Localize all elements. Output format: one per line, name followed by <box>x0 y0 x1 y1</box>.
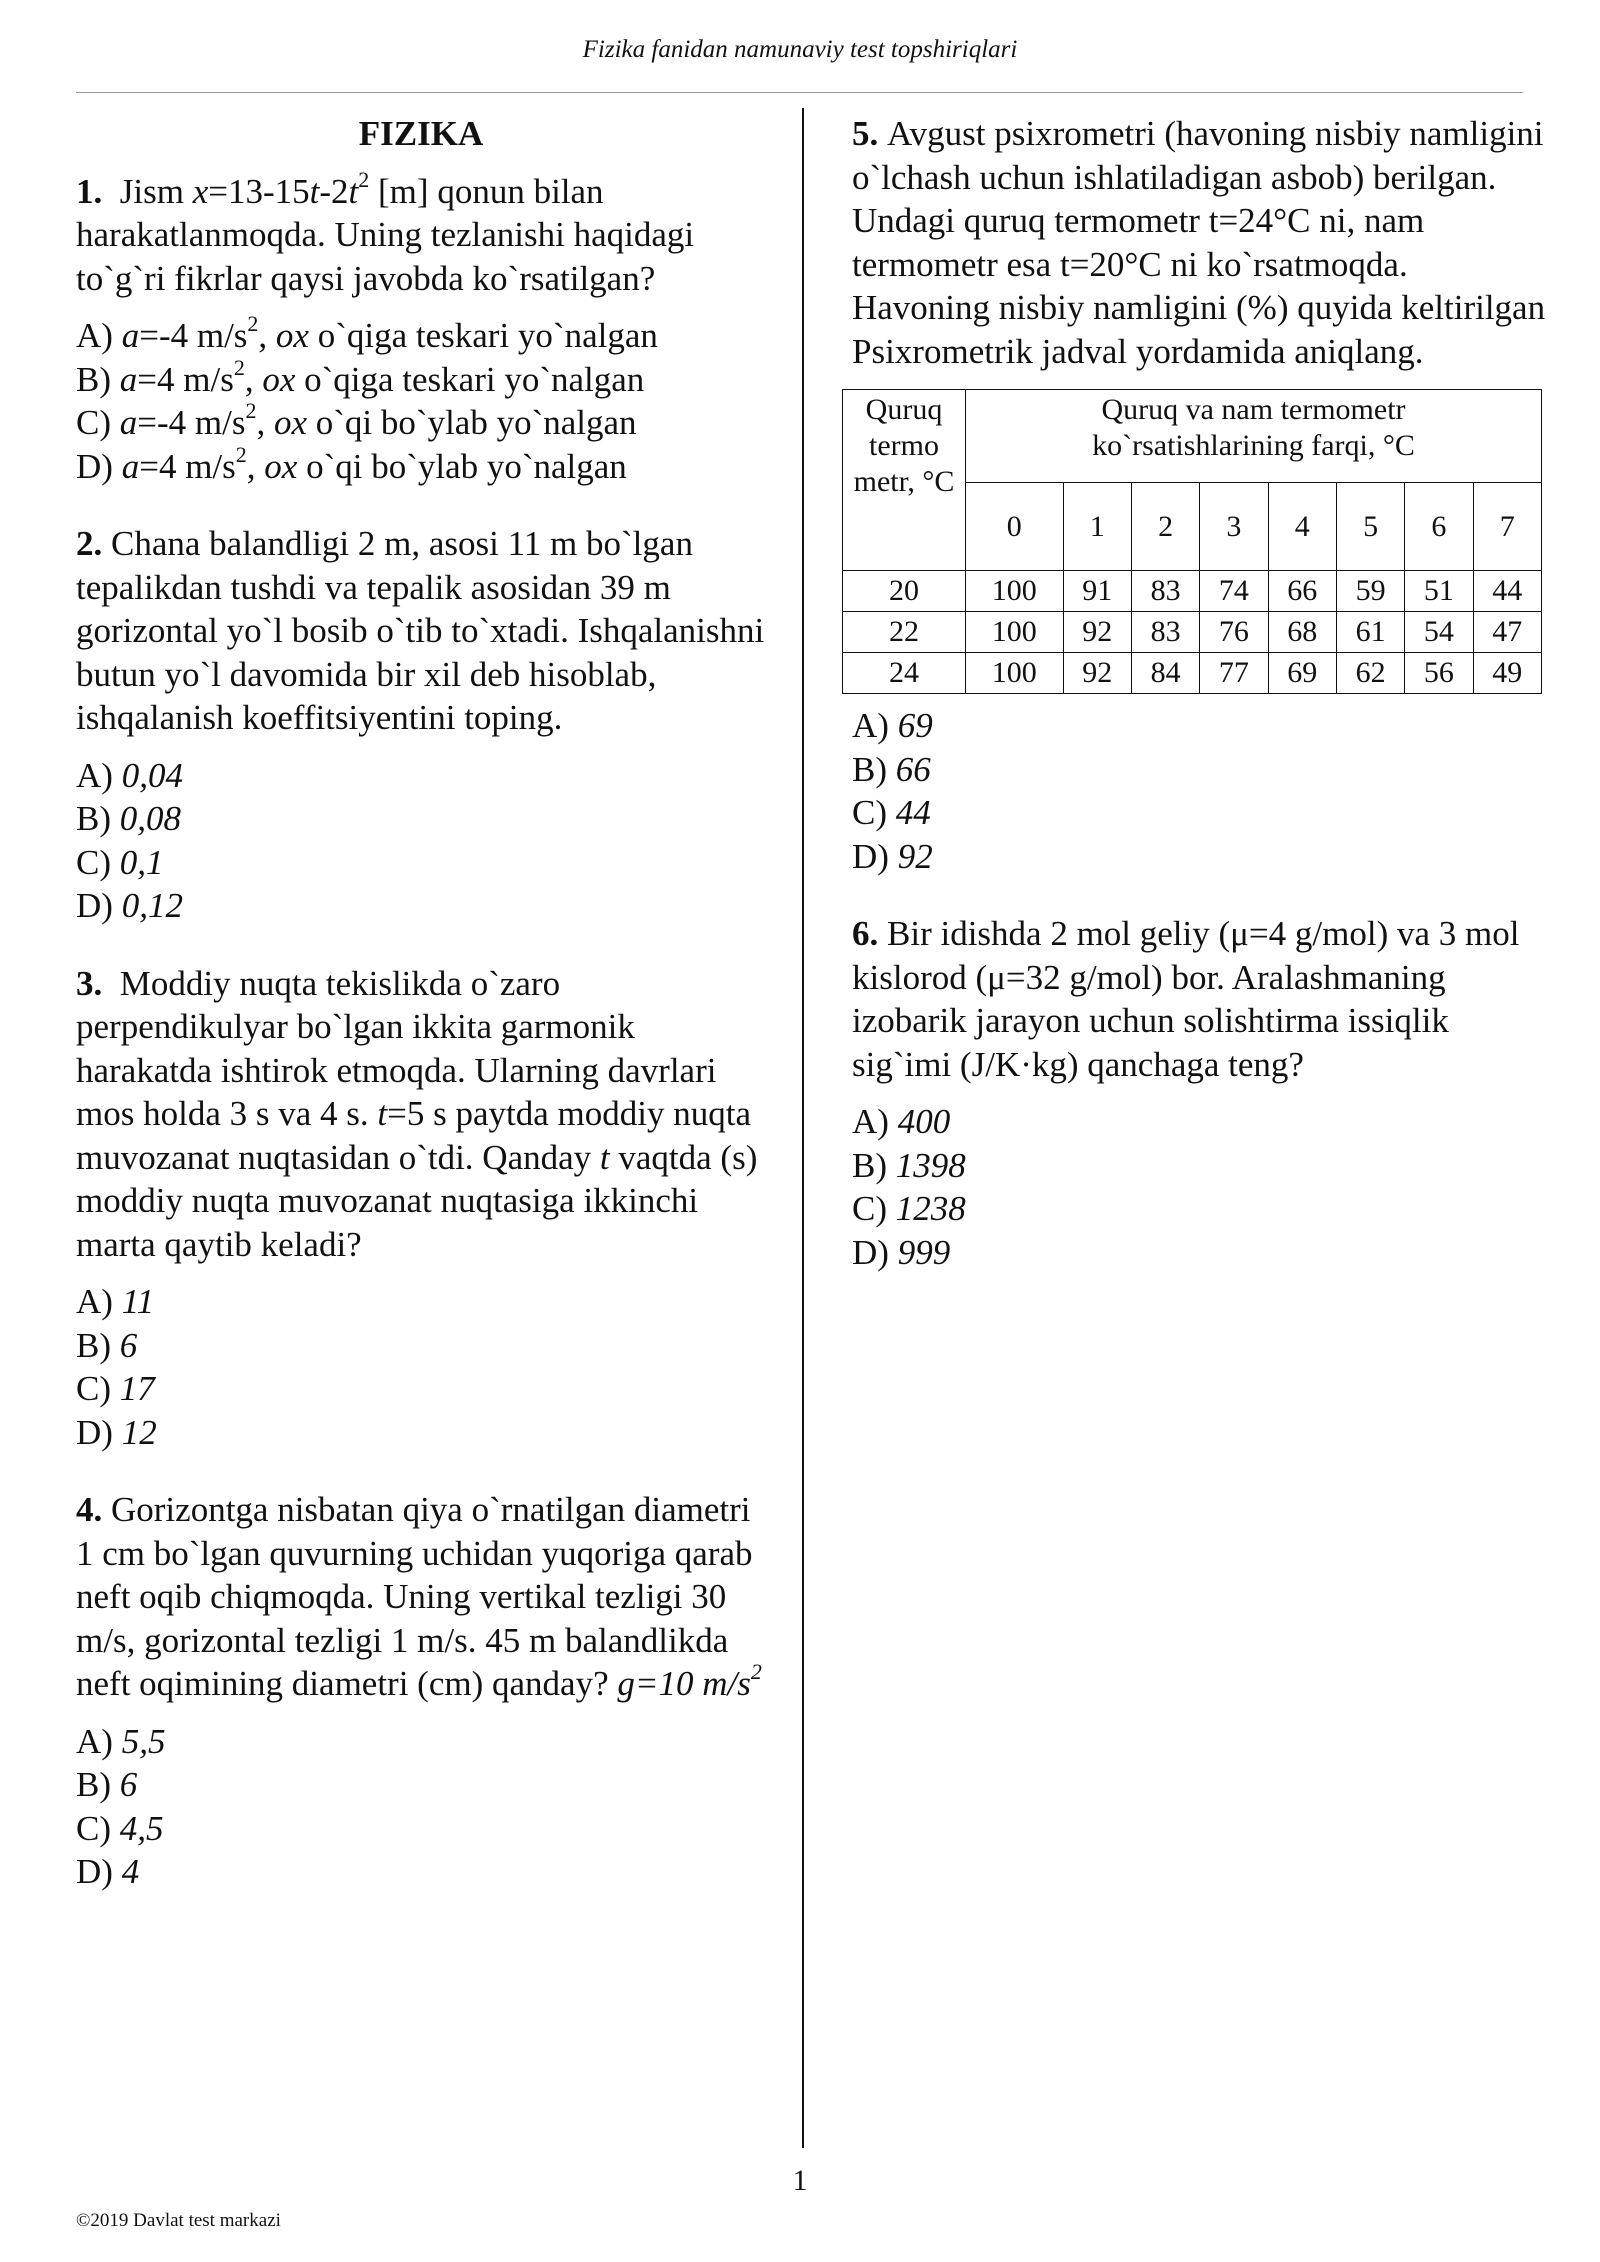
table-cell: 22 <box>843 612 966 653</box>
left-column <box>76 112 766 1928</box>
table-cell: 56 <box>1405 653 1473 694</box>
question-text: Gorizontga nisbatan qiya o`rnatilgan diametri 1 cm bo`lgan quvurning uchidan yuqoriga qarab neft oqib chiqmoqda. Uning vertikal tezligi 30 m/s, gorizontal tezligi 1 m/s. 45 m balandlikda neft oqimining diametri (cm) qanday? <box>76 1490 753 1703</box>
answer-option[interactable]: D) 12 <box>76 1412 157 1452</box>
copyright-text: ©2019 Davlat test markazi <box>76 2210 281 2231</box>
right-column <box>852 112 1552 1308</box>
subject-title: FIZIKA <box>358 114 484 153</box>
question-4 <box>76 1488 766 1706</box>
table-cell: 83 <box>1131 571 1199 612</box>
question-1 <box>76 166 766 301</box>
table-col-header: 3 <box>1200 483 1268 571</box>
table-col-header: 4 <box>1268 483 1336 571</box>
question-number: 4. <box>76 1490 103 1529</box>
answer-option[interactable]: A) 0,04 <box>76 755 183 795</box>
question-text: Bir idishda 2 mol geliy (μ=4 g/mol) va 3 mol kislorod (μ=32 g/mol) bor. Aralashmaning izobarik jarayon uchun solishtirma issiqlik sig`imi (J/K·kg) qanchaga teng? <box>852 914 1520 1084</box>
answer-option[interactable]: C) 0,1 <box>76 842 164 882</box>
answer-option[interactable]: C) 4,5 <box>76 1808 164 1848</box>
table-cell: 92 <box>1063 653 1131 694</box>
page-header-title: Fizika fanidan namunaviy test topshiriqlari <box>582 36 1018 63</box>
table-cell: 51 <box>1405 571 1473 612</box>
answer-option[interactable]: C) 1238 <box>852 1189 966 1228</box>
column-divider <box>802 108 804 2148</box>
table-cell: 100 <box>966 612 1064 653</box>
table-cell: 100 <box>966 653 1064 694</box>
table-cell: 49 <box>1473 653 1541 694</box>
psychrometric-table <box>842 389 1542 694</box>
table-cell: 92 <box>1063 612 1131 653</box>
question-5 <box>852 112 1552 199</box>
answer-options-5 <box>852 704 1552 878</box>
answer-option[interactable]: C) 44 <box>852 793 931 832</box>
answer-options-1 <box>76 311 766 488</box>
answer-option[interactable]: A) 11 <box>76 1282 155 1321</box>
table-row-header: Quruq termo metr, °C <box>843 390 966 571</box>
table-cell: 100 <box>966 571 1064 612</box>
answer-option[interactable]: B) 6 <box>76 1325 138 1365</box>
question-number: 5. <box>852 114 879 153</box>
question-number: 3. <box>76 963 103 1003</box>
question-text-continued: Undagi quruq termometr t=24°C ni, nam termometr esa t=20°C ni ko`rsatmoqda. Havoning nisbiy namligini (%) quyida keltirilgan Psixrometrik jadval yordamida aniqlang. <box>852 201 1546 371</box>
table-cell: 62 <box>1336 653 1404 694</box>
table-cell: 61 <box>1336 612 1404 653</box>
answer-options-3 <box>76 1280 766 1454</box>
table-cell: 44 <box>1473 571 1541 612</box>
table-col-header: 6 <box>1405 483 1473 571</box>
answer-option[interactable]: B) 0,08 <box>76 799 181 838</box>
table-cell: 83 <box>1131 612 1199 653</box>
table-cell: 74 <box>1200 571 1268 612</box>
table-cell: 66 <box>1268 571 1336 612</box>
table-cell: 91 <box>1063 571 1131 612</box>
answer-option[interactable]: A) a=-4 $m/s^2$, ox o`qiga teskari yo`nalgan <box>76 311 658 355</box>
table-cell: 68 <box>1268 612 1336 653</box>
table-row <box>843 612 1542 653</box>
header-rule <box>76 92 1523 93</box>
table-group-header: Quruq va nam termometr ko`rsatishlarining farqi, °C <box>966 390 1542 483</box>
answer-option[interactable]: B) 1398 <box>852 1145 966 1185</box>
question-2 <box>76 522 766 740</box>
answer-option[interactable]: C) a=-4 $m/s^2$, ox o`qi bo`ylab yo`nalgan <box>76 398 637 442</box>
answer-option[interactable]: D) 92 <box>852 836 933 876</box>
table-cell: 69 <box>1268 653 1336 694</box>
answer-option[interactable]: A) 5,5 <box>76 1721 166 1761</box>
table-cell: 77 <box>1200 653 1268 694</box>
question-6 <box>852 912 1552 1086</box>
table-cell: 84 <box>1131 653 1199 694</box>
table-row <box>843 653 1542 694</box>
table-col-header: 0 <box>966 483 1064 571</box>
table-cell: 54 <box>1405 612 1473 653</box>
table-col-header: 1 <box>1063 483 1131 571</box>
question-text: Jism $x=13-15t-2t^2$ [m] qonun bilan harakatlanmoqda. Uning tezlanishi haqidagi to`g`ri fikrlar qaysi javobda ko`rsatilgan? <box>76 166 695 298</box>
answer-options-6 <box>852 1100 1552 1274</box>
table-col-header: 7 <box>1473 483 1541 571</box>
answer-option[interactable]: B) a=4 $m/s^2$, ox o`qiga teskari yo`nalgan <box>76 354 645 399</box>
question-text: Avgust psixrometri (havoning nisbiy namligini o`lchash uchun ishlatiladigan asbob) berilgan. <box>852 114 1544 197</box>
answer-option[interactable]: D) 4 <box>76 1852 140 1891</box>
table-row <box>843 571 1542 612</box>
answer-option[interactable]: D) a=4 $m/s^2$, ox o`qi bo`ylab yo`nalgan <box>76 441 627 486</box>
answer-option[interactable]: D) 999 <box>852 1232 951 1272</box>
question-number: 1. <box>76 171 103 211</box>
table-cell: 76 <box>1200 612 1268 653</box>
given-value: g=10 $m/s^2$ <box>617 1659 762 1703</box>
question-text: Moddiy nuqta tekislikda o`zaro perpendikulyar bo`lgan ikkita garmonik harakatda ishtirok etmoqda. Ularning davrlari mos holda 3 s va 4 s. t=5 s paytda moddiy nuqta muvozanat nuqtasidan o`tdi. Qanday t vaqtda (s) moddiy nuqta muvozanat nuqtasiga ikkinchi marta qaytib keladi? <box>76 963 758 1264</box>
table-cell: 24 <box>843 653 966 694</box>
table-cell: 47 <box>1473 612 1541 653</box>
answer-option[interactable]: B) 6 <box>76 1765 138 1804</box>
answer-options-2 <box>76 754 766 928</box>
question-number: 6. <box>852 914 879 953</box>
table-col-header: 5 <box>1336 483 1404 571</box>
question-number: 2. <box>76 524 103 563</box>
answer-option[interactable]: A) 400 <box>852 1102 951 1141</box>
answer-options-4 <box>76 1720 766 1894</box>
table-cell: 20 <box>843 571 966 612</box>
answer-option[interactable]: C) 17 <box>76 1369 155 1408</box>
question-text: Chana balandligi 2 m, asosi 11 m bo`lgan tepalikdan tushdi va tepalik asosidan 39 m gorizontal yo`l bosib o`tib to`xtadi. Ishqalanishni butun yo`l davomida bir xil deb hisoblab, ishqalanish koeffitsiyentini toping. <box>76 524 765 737</box>
answer-option[interactable]: A) 69 <box>852 706 933 745</box>
page-number: 1 <box>792 2164 808 2197</box>
answer-option[interactable]: B) 66 <box>852 749 931 789</box>
answer-option[interactable]: D) 0,12 <box>76 886 183 925</box>
table-col-header: 2 <box>1131 483 1199 571</box>
question-3 <box>76 962 766 1267</box>
table-cell: 59 <box>1336 571 1404 612</box>
